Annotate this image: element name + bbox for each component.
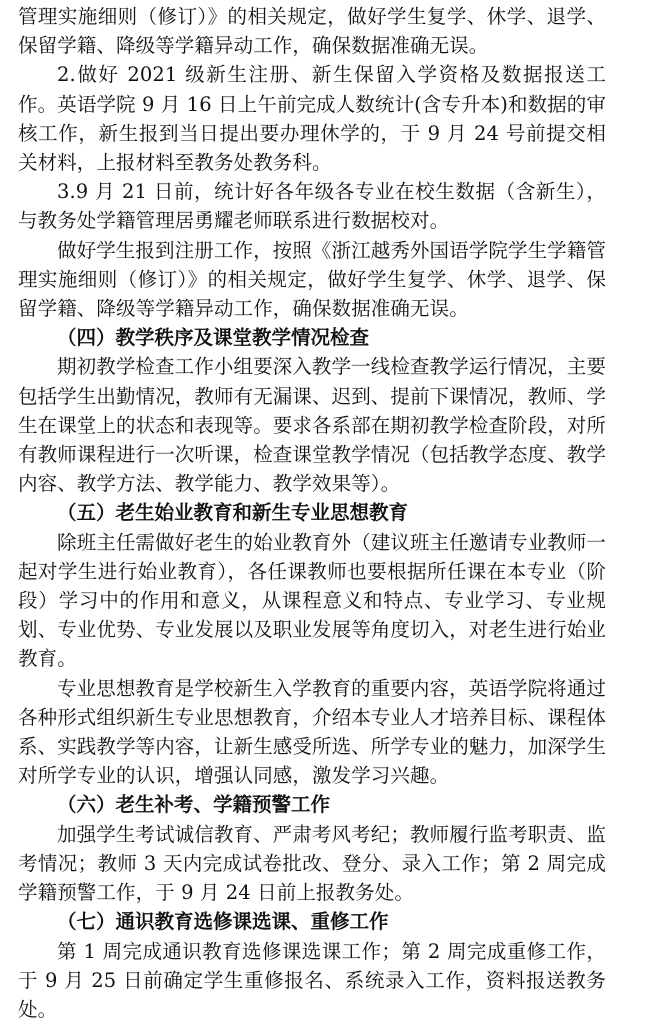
paragraph-item-2-freshman-registration: 2.做好 2021 级新生注册、新生保留入学资格及数据报送工作。英语学院 9 月 16 日上午前完成人数统计(含专升本)和数据的审核工作，新生报到当日提出要办理休学的，于 9 月 24 号前提交相关材料，上报材料至教务处教务科。 (18, 60, 606, 177)
paragraph-registration-work: 做好学生报到注册工作，按照《浙江越秀外国语学院学生学籍管理实施细则（修订）》的相关规定，做好学生复学、休学、退学、保留学籍、降级等学籍异动工作，确保数据准确无误。 (18, 236, 606, 324)
paragraph-teaching-inspection: 期初教学检查工作小组要深入教学一线检查教学运行情况，主要包括学生出勤情况，教师有无漏课、迟到、提前下课情况，教师、学生在课堂上的状态和表现等。要求各系部在期初教学检查阶段，对所有教师课程进行一次听课，检查课堂教学情况（包括教学态度、教学内容、教学方法、教学能力、教学效果等）。 (18, 352, 606, 498)
section-heading-4: （四）教学秩序及课堂教学情况检查 (18, 323, 606, 352)
paragraph-orientation-education: 除班主任需做好老生的始业教育外（建议班主任邀请专业教师一起对学生进行始业教育），各任课教师也要根据所任课在本专业（阶段）学习中的作用和意义，从课程意义和特点、专业学习、专业规划、专业优势、专业发展以及职业发展等角度切入，对老生进行始业教育。 (18, 528, 606, 674)
paragraph-exam-warning: 加强学生考试诚信教育、严肃考风考纪；教师履行监考职责、监考情况；教师 3 天内完成试卷批改、登分、录入工作；第 2 周完成学籍预警工作，于 9 月 24 日前上报教务处。 (18, 820, 606, 908)
paragraph-elective-retake: 第 1 周完成通识教育选修课选课工作；第 2 周完成重修工作，于 9 月 25 日前确定学生重修报名、系统录入工作，资料报送教务处。 (18, 937, 606, 1024)
paragraph-item-3-data-verification: 3.9 月 21 日前，统计好各年级各专业在校生数据（含新生），与教务处学籍管理居勇耀老师联系进行数据校对。 (18, 177, 606, 235)
document-page (18, 0, 606, 1024)
paragraph-major-education: 专业思想教育是学校新生入学教育的重要内容，英语学院将通过各种形式组织新生专业思想教育，介绍本专业人才培养目标、课程体系、实践教学等内容，让新生感受所选、所学专业的魅力，加深学生对所学专业的认识，增强认同感，激发学习兴趣。 (18, 674, 606, 791)
section-heading-6: （六）老生补考、学籍预警工作 (18, 790, 606, 819)
section-heading-7: （七）通识教育选修课选课、重修工作 (18, 907, 606, 936)
section-heading-5: （五）老生始业教育和新生专业思想教育 (18, 498, 606, 527)
paragraph-student-status-continued: 管理实施细则（修订）》的相关规定，做好学生复学、休学、退学、保留学籍、降级等学籍异动工作，确保数据准确无误。 (18, 2, 606, 60)
